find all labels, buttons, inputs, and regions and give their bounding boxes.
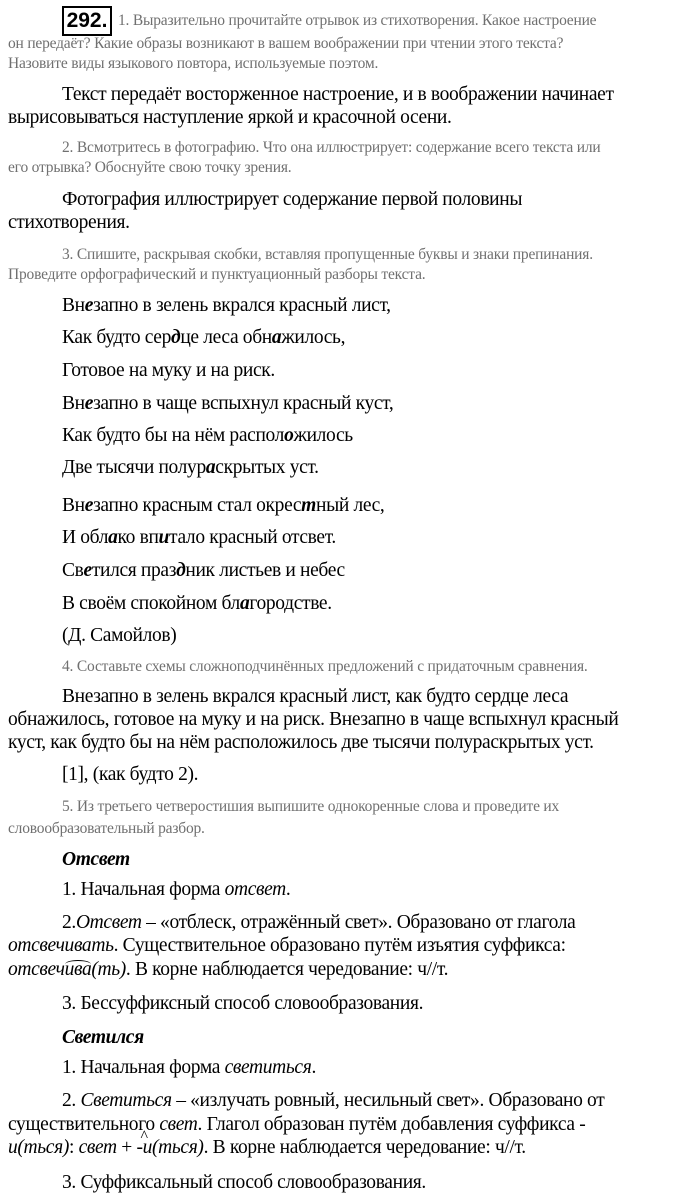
- answer-text: [62, 294, 391, 318]
- text-segment: словообразовательный разбор.: [8, 820, 205, 837]
- question-text: [8, 263, 425, 287]
- answer-text: [62, 1056, 316, 1080]
- text-segment: существительного: [8, 1114, 160, 1135]
- text-segment: обнажилось, готовое на муку и на риск. Внезапно в чаще вспыхнул красный: [8, 709, 619, 730]
- inserted-letter: а: [205, 457, 216, 478]
- italic-word: отсвет: [224, 879, 286, 900]
- italic-word: отсвеч: [8, 959, 65, 980]
- inserted-letter: т: [301, 495, 316, 516]
- inserted-letter: д: [176, 560, 186, 581]
- text-segment: . В корне наблюдается чередование: ч//т.: [203, 1137, 526, 1158]
- text-segment: – «отблеск, отражённый свет». Образовано от глагола: [141, 912, 576, 933]
- text-segment: Готовое на муку и на риск.: [62, 360, 275, 381]
- text-segment: Текст передаёт восторженное настроение, и в воображении начинает: [62, 84, 614, 105]
- answer-text: [62, 1089, 604, 1113]
- italic-word: свет: [159, 1114, 198, 1135]
- text-segment: . Глагол образован путём добавления суффикса -: [197, 1114, 586, 1135]
- text-segment: ко вп: [117, 527, 159, 548]
- inserted-letter: е: [84, 393, 94, 414]
- text-segment: И обл: [62, 527, 109, 548]
- question-text: [62, 655, 588, 679]
- answer-text: [8, 1136, 526, 1160]
- answer-text: [62, 878, 290, 902]
- text-segment: городстве.: [249, 593, 332, 614]
- answer-text: [62, 326, 345, 350]
- italic-word: Отсвет: [75, 912, 142, 933]
- text-segment: Вн: [62, 393, 85, 414]
- italic-word: ^ -и: [136, 1137, 152, 1158]
- inserted-letter: е: [84, 495, 94, 516]
- question-text: [8, 817, 205, 841]
- text-segment: 1. Начальная форма: [62, 879, 225, 900]
- answer-text: [62, 624, 176, 648]
- text-segment: Назовите виды языкового повтора, используемые поэтом.: [8, 55, 379, 72]
- answer-text: [62, 424, 353, 448]
- text-segment: Отсвет: [62, 849, 130, 870]
- answer-text: [62, 592, 332, 616]
- text-segment: Светился: [62, 1027, 144, 1048]
- text-segment: 5. Из третьего четверостишия выпишите однокоренные слова и проведите их: [62, 798, 560, 815]
- text-segment: ник листьев и небес: [185, 560, 345, 581]
- answer-text: [62, 992, 423, 1016]
- text-segment: 3. Суффиксальный способ словообразования.: [62, 1172, 426, 1193]
- text-segment: тало красный отсвет.: [169, 527, 336, 548]
- text-segment: 2. Всмотритесь в фотографию. Что она иллюстрирует: содержание всего текста или: [62, 139, 601, 156]
- text-segment: запно красным стал окрес: [93, 495, 302, 516]
- text-segment: запно в зелень вкрался красный лист,: [93, 295, 391, 316]
- text-segment: 4. Составьте схемы сложноподчинённых предложений с придаточным сравнения.: [62, 658, 588, 675]
- text-segment: вырисовываться наступление яркой и красочной осени.: [8, 107, 452, 128]
- answer-text: [8, 106, 452, 130]
- text-segment: скрытых уст.: [215, 457, 319, 478]
- text-segment: В своём спокойном бл: [62, 593, 240, 614]
- text-segment: его отрывка? Обоснуйте свою точку зрения.: [8, 159, 292, 176]
- text-segment: стихотворения.: [8, 212, 130, 233]
- text-segment: – «излучать ровный, несильный свет». Образовано от: [171, 1090, 605, 1111]
- inserted-letter: и: [158, 527, 170, 548]
- text-segment: запно в чаще вспыхнул красный куст,: [93, 393, 394, 414]
- inserted-letter: а: [239, 593, 250, 614]
- text-segment: ный лес,: [316, 495, 385, 516]
- text-segment: Как будто сер: [62, 327, 172, 348]
- inserted-letter: о: [284, 425, 294, 446]
- text-segment: жилось,: [281, 327, 346, 348]
- text-segment: Фотография иллюстрирует содержание первой половины: [62, 189, 523, 210]
- exercise-number: 292.: [62, 6, 112, 36]
- answer-text: [62, 456, 319, 480]
- answer-text: [8, 934, 566, 958]
- answer-text: [62, 763, 198, 787]
- answer-text: [8, 211, 130, 235]
- text-segment: (Д. Самойлов): [62, 625, 177, 646]
- text-segment: . В корне наблюдается чередование: ч//т.: [125, 959, 449, 980]
- text-segment: Внезапно в зелень вкрался красный лист, как будто сердце леса: [62, 686, 569, 707]
- text-segment: Вн: [62, 295, 85, 316]
- answer-text: [62, 685, 568, 709]
- answer-text: [62, 526, 336, 550]
- text-segment: куст, как будто бы на нём расположилось две тысячи полураскрытых уст.: [8, 732, 594, 753]
- answer-text: [8, 958, 448, 982]
- text-segment: 3. Бессуффиксный способ словообразования.: [62, 993, 424, 1014]
- question-text: [62, 795, 559, 819]
- question-text: [118, 9, 596, 33]
- answer-text: [8, 731, 594, 755]
- text-segment: 3. Спишите, раскрывая скобки, вставляя пропущенные буквы и знаки препинания.: [62, 246, 593, 263]
- word-heading: [62, 1026, 144, 1050]
- italic-word: (ть): [91, 959, 126, 980]
- answer-text: [8, 1113, 585, 1137]
- text-segment: Как будто бы на нём распол: [62, 425, 285, 446]
- text-segment: 2.: [62, 912, 76, 933]
- inserted-letter: а: [271, 327, 282, 348]
- answer-text: [62, 559, 345, 583]
- answer-text: [62, 494, 384, 518]
- italic-word: светиться: [224, 1057, 312, 1078]
- answer-text: [62, 911, 575, 935]
- inserted-letter: е: [83, 560, 92, 581]
- question-text: [8, 52, 378, 76]
- text-segment: Проведите орфографический и пунктуационный разборы текста.: [8, 266, 426, 283]
- text-segment: Св: [62, 560, 84, 581]
- question-text: [8, 156, 291, 180]
- italic-word: (ться): [152, 1137, 204, 1158]
- answer-text: [62, 1171, 426, 1195]
- text-segment: [1], (как будто 2).: [62, 764, 199, 785]
- italic-word: свет: [78, 1137, 117, 1158]
- text-segment: Две тысячи полур: [62, 457, 206, 478]
- text-segment: тился праз: [91, 560, 177, 581]
- text-segment: он передаёт? Какие образы возникают в вашем воображении при чтении этого текста?: [8, 35, 564, 52]
- text-segment: :: [68, 1137, 79, 1158]
- answer-text: [62, 392, 393, 416]
- italic-word: ива: [64, 959, 92, 980]
- text-segment: 1. Начальная форма: [62, 1057, 225, 1078]
- italic-word: отсвечивать: [8, 935, 114, 956]
- text-segment: . Существительное образовано путём изъятия суффикса:: [113, 935, 566, 956]
- text-segment: +: [116, 1137, 137, 1158]
- text-segment: жилось: [293, 425, 353, 446]
- text-segment: Вн: [62, 495, 85, 516]
- word-heading: [62, 848, 130, 872]
- text-segment: це леса обн: [180, 327, 272, 348]
- italic-word: и(ться): [8, 1137, 69, 1158]
- text-segment: .: [311, 1057, 316, 1078]
- italic-word: Светиться: [80, 1090, 172, 1111]
- inserted-letter: а: [108, 527, 118, 548]
- text-segment: 1. Выразительно прочитайте отрывок из стихотворения. Какое настроение: [118, 12, 597, 29]
- text-segment: 2.: [62, 1090, 81, 1111]
- inserted-letter: е: [84, 295, 94, 316]
- text-segment: .: [285, 879, 291, 900]
- answer-text: [62, 359, 275, 383]
- answer-text: [62, 188, 522, 212]
- answer-text: [62, 83, 614, 107]
- answer-text: [8, 708, 618, 732]
- inserted-letter: д: [171, 327, 181, 348]
